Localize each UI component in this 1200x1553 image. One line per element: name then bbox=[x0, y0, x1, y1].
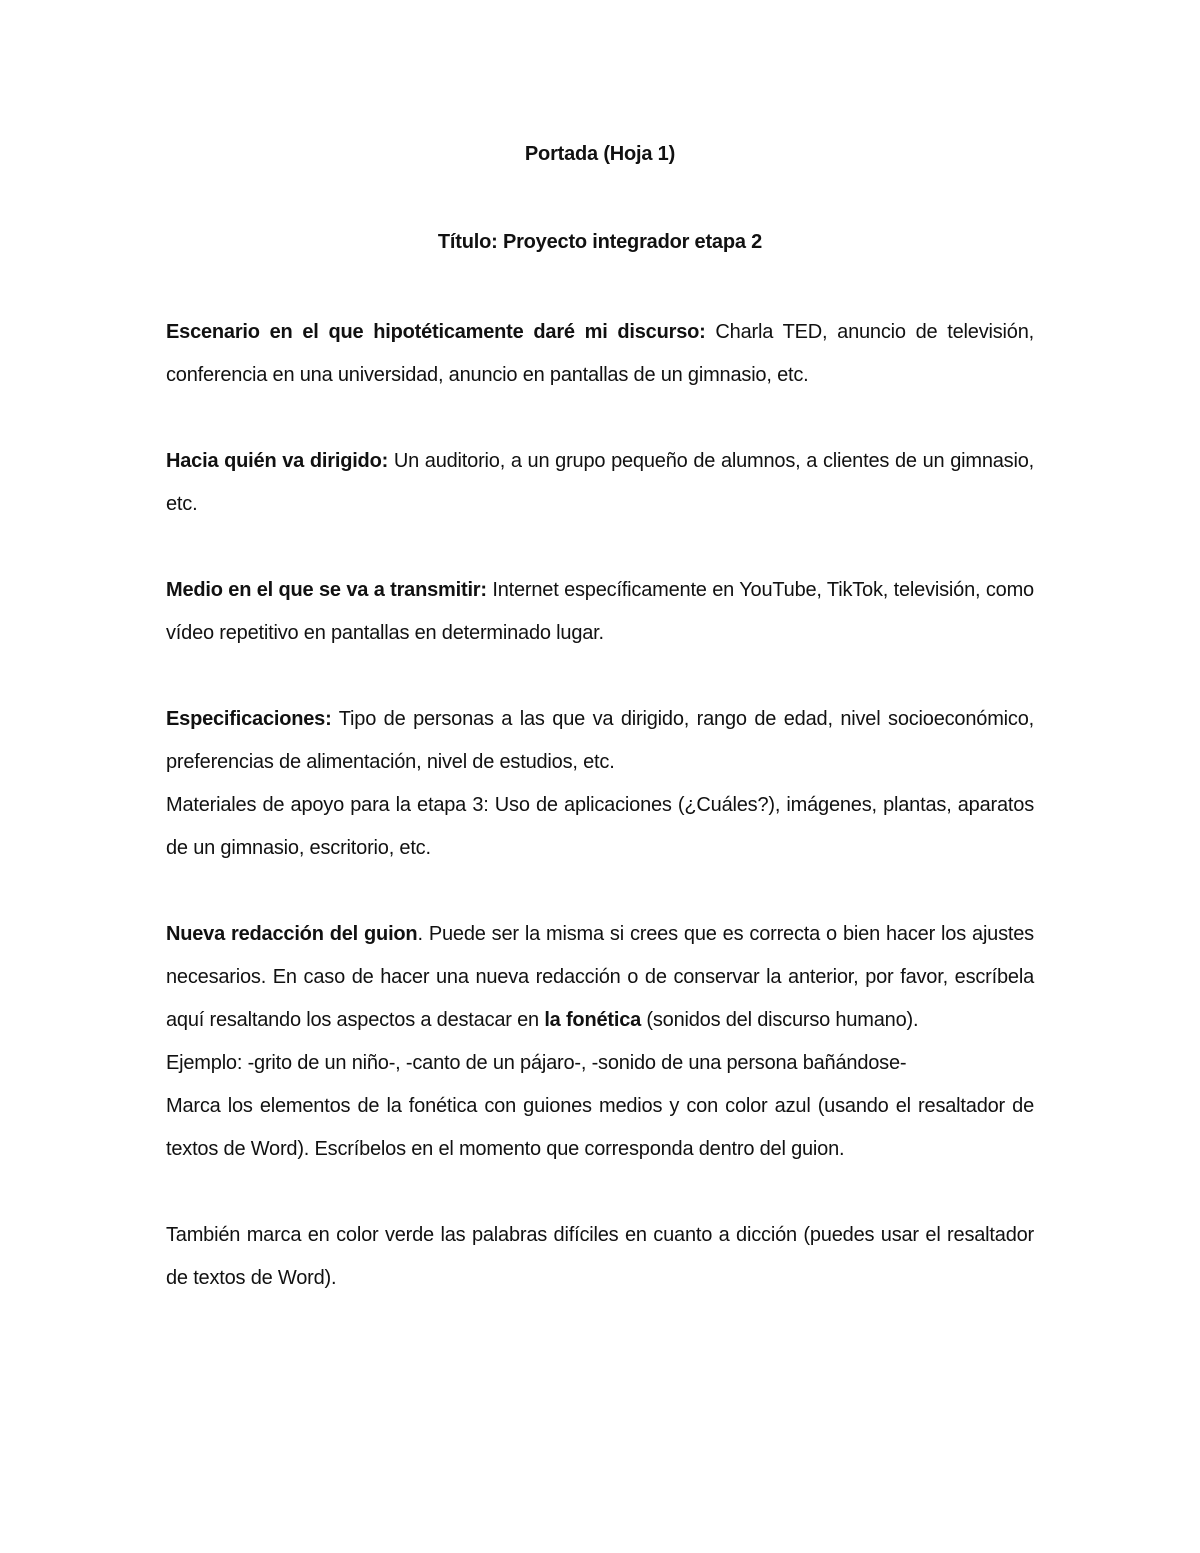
hacia-quien-label: Hacia quién va dirigido: bbox=[166, 450, 389, 472]
nueva-redaccion-label: Nueva redacción del guion bbox=[166, 923, 418, 945]
cover-heading: Portada (Hoja 1) bbox=[524, 143, 676, 165]
nueva-redaccion-paragraph bbox=[166, 913, 1034, 1042]
nueva-redaccion-text-a: . Puede ser la misma si crees que es correcta o bien hacer los ajustes necesarios. En caso de hacer una nueva redacción o de conservar la anterior, por favor, escríbela aquí resaltando los aspectos a destacar en bbox=[166, 923, 1034, 1031]
medio-label: Medio en el que se va a transmitir: bbox=[166, 579, 487, 601]
nueva-redaccion-text-b: (sonidos del discurso humano). bbox=[641, 1009, 919, 1031]
especificaciones-text: Tipo de personas a las que va dirigido, rango de edad, nivel socioeconómico, preferencias de alimentación, nivel de estudios, etc. bbox=[166, 708, 1034, 773]
especificaciones-paragraph bbox=[166, 698, 1034, 784]
escenario-label: Escenario en el que hipotéticamente daré mi discurso: bbox=[166, 321, 706, 343]
tambien-paragraph: También marca en color verde las palabras difíciles en cuanto a dicción (puedes usar el resaltador de textos de Word). bbox=[166, 1224, 1034, 1289]
medio-paragraph bbox=[166, 569, 1034, 655]
escenario-paragraph bbox=[166, 311, 1034, 397]
escenario-text: Charla TED, anuncio de televisión, conferencia en una universidad, anuncio en pantallas de un gimnasio, etc. bbox=[166, 321, 1034, 386]
especificaciones-label: Especificaciones: bbox=[166, 708, 332, 730]
hacia-quien-text: Un auditorio, a un grupo pequeño de alumnos, a clientes de un gimnasio, etc. bbox=[166, 450, 1035, 515]
materiales-paragraph: Materiales de apoyo para la etapa 3: Uso de aplicaciones (¿Cuáles?), imágenes, plantas, aparatos de un gimnasio, escritorio, etc. bbox=[166, 794, 1034, 859]
ejemplo-paragraph: Ejemplo: -grito de un niño-, -canto de un pájaro-, -sonido de una persona bañándose- bbox=[166, 1052, 907, 1074]
hacia-quien-paragraph bbox=[166, 440, 1034, 526]
document-page bbox=[166, 136, 1034, 1300]
fonetica-term: la fonética bbox=[544, 1009, 642, 1031]
medio-text: Internet específicamente en YouTube, TikTok, televisión, como vídeo repetitivo en pantallas en determinado lugar. bbox=[166, 579, 1034, 644]
marca-paragraph: Marca los elementos de la fonética con guiones medios y con color azul (usando el resaltador de textos de Word). Escríbelos en el momento que corresponda dentro del guion. bbox=[166, 1095, 1034, 1160]
title-heading: Título: Proyecto integrador etapa 2 bbox=[437, 231, 763, 253]
